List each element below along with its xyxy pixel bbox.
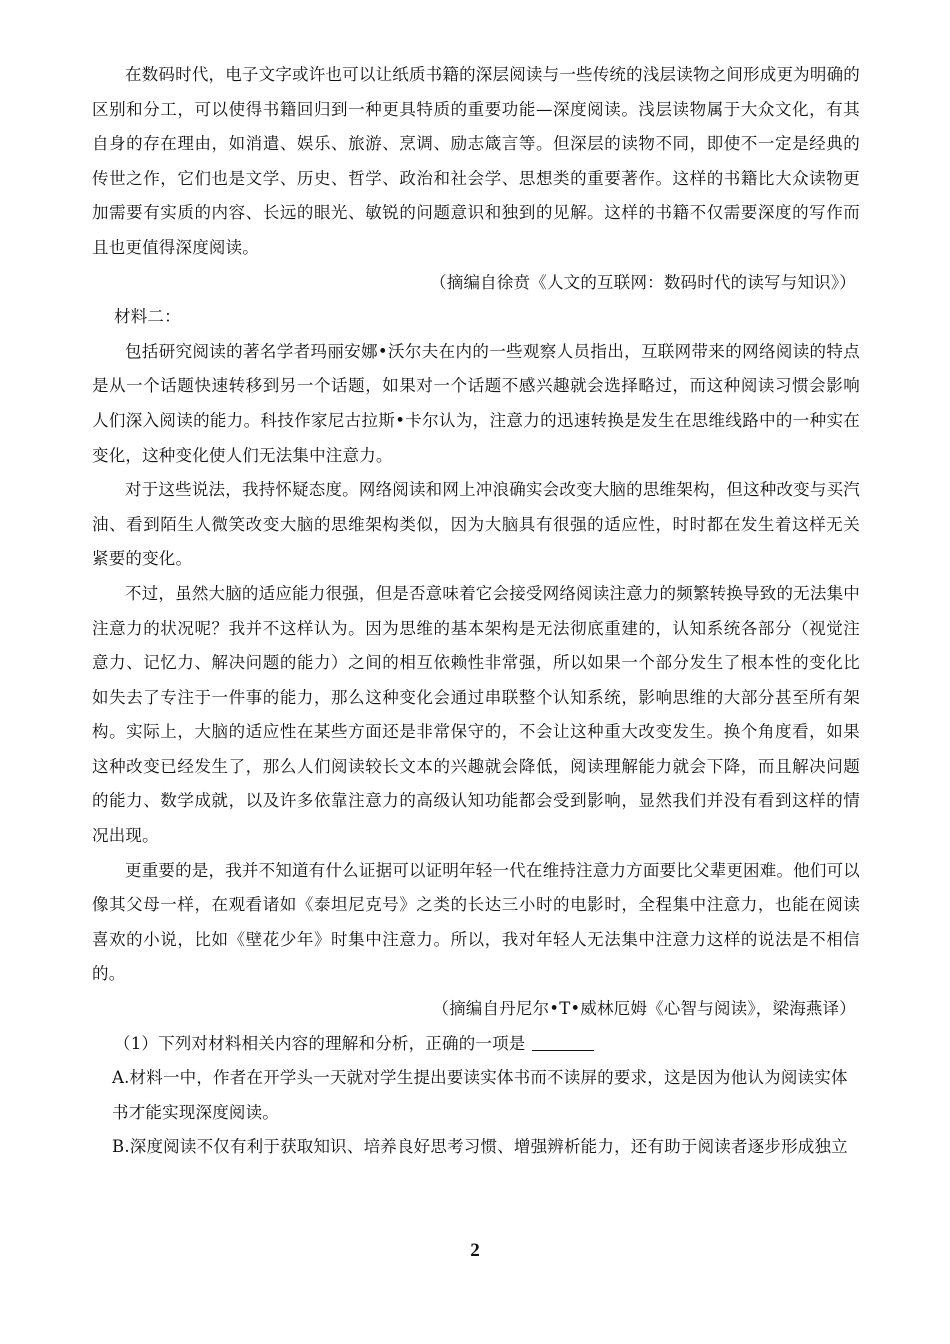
page-number: 2 <box>470 1240 480 1261</box>
option-a-line: A.材料一中，作者在开学头一天就对学生提出要读实体书而不读屏的要求，这是因为他认为阅读实体 <box>112 1068 848 1088</box>
answer-blank <box>532 1033 594 1051</box>
material-two-paragraph: 不过，虽然大脑的适应能力很强，但是否意味着它会接受网络阅读注意力的频繁转换导致的无法集中注意力的状况呢？我并不这样认为。因为思维的基本架构是无法彻底重建的，认知系统各部分（视觉注意力、记忆力、解决问题的能力）之间的相互依赖性非常强，所以如果一个部分发生了根本性的变化比如失去了专注于一件事的能力，那么这种变化会通过串联整个认知系统，影响思维的大部分甚至所有架构。实际上，大脑的适应性在某些方面还是非常保守的，不会让这种重大改变发生。换个角度看，如果这种改变已经发生了，那么人们阅读较长文本的兴趣就会降低，阅读理解能力就会下降，而且解决问题的能力、数学成就，以及许多依靠注意力的高级认知功能都会受到影响，显然我们并没有看到这样的情况出现。 <box>92 583 860 846</box>
option-a-line: 书才能实现深度阅读。 <box>112 1102 279 1122</box>
question-stem <box>92 1027 860 1062</box>
option-b-line: B.深度阅读不仅有利于获取知识、培养良好思考习惯、增强辨析能力，还有助于阅读者逐步形成独立 <box>112 1137 848 1157</box>
document-body <box>92 58 860 1165</box>
material-two-paragraph: 对于这些说法，我持怀疑态度。网络阅读和网上冲浪确实会改变大脑的思维架构，但这种改变与买汽油、看到陌生人微笑改变大脑的思维架构类似，因为大脑具有很强的适应性，时时都在发生着这样无关紧要的变化。 <box>92 480 860 569</box>
material-two-paragraph: 更重要的是，我并不知道有什么证据可以证明年轻一代在维持注意力方面要比父辈更困难。他们可以像其父母一样，在观看诸如《泰坦尼克号》之类的长达三小时的电影时，全程集中注意力，也能在阅读喜欢的小说，比如《壁花少年》时集中注意力。所以，我对年轻人无法集中注意力这样的说法是不相信的。 <box>92 860 860 984</box>
material-one-source: （摘编自徐贲《人文的互联网：数码时代的读写与知识》） <box>430 272 856 292</box>
material-one-paragraph: 在数码时代，电子文字或许也可以让纸质书籍的深层阅读与一些传统的浅层读物之间形成更为明确的区别和分工，可以使得书籍回归到一种更具特质的重要功能—深度阅读。浅层读物属于大众文化，有其自身的存在理由，如消遣、娱乐、旅游、烹调、励志箴言等。但深层的读物不同，即使不一定是经典的传世之作，它们也是文学、历史、哲学、政治和社会学、思想类的重要著作。这样的书籍比大众读物更加需要有实质的内容、长远的眼光、敏锐的问题意识和独到的见解。这样的书籍不仅需要深度的写作而且也更值得深度阅读。 <box>92 65 860 257</box>
material-two-source: （摘编自丹尼尔•T•威林厄姆《心智与阅读》，梁海燕译） <box>432 999 856 1019</box>
material-two-paragraph: 包括研究阅读的著名学者玛丽安娜•沃尔夫在内的一些观察人员指出，互联网带来的网络阅读的特点是从一个话题快速转移到另一个话题，如果对一个话题不感兴趣就会选择略过，而这种阅读习惯会影响人们深入阅读的能力。科技作家尼古拉斯•卡尔认为，注意力的迅速转换是发生在思维线路中的一种实在变化，这种变化使人们无法集中注意力。 <box>92 341 860 465</box>
material-two-label: 材料二： <box>114 307 181 327</box>
question-stem-text: （1）下列对材料相关内容的理解和分析，正确的一项是 <box>114 1033 526 1053</box>
